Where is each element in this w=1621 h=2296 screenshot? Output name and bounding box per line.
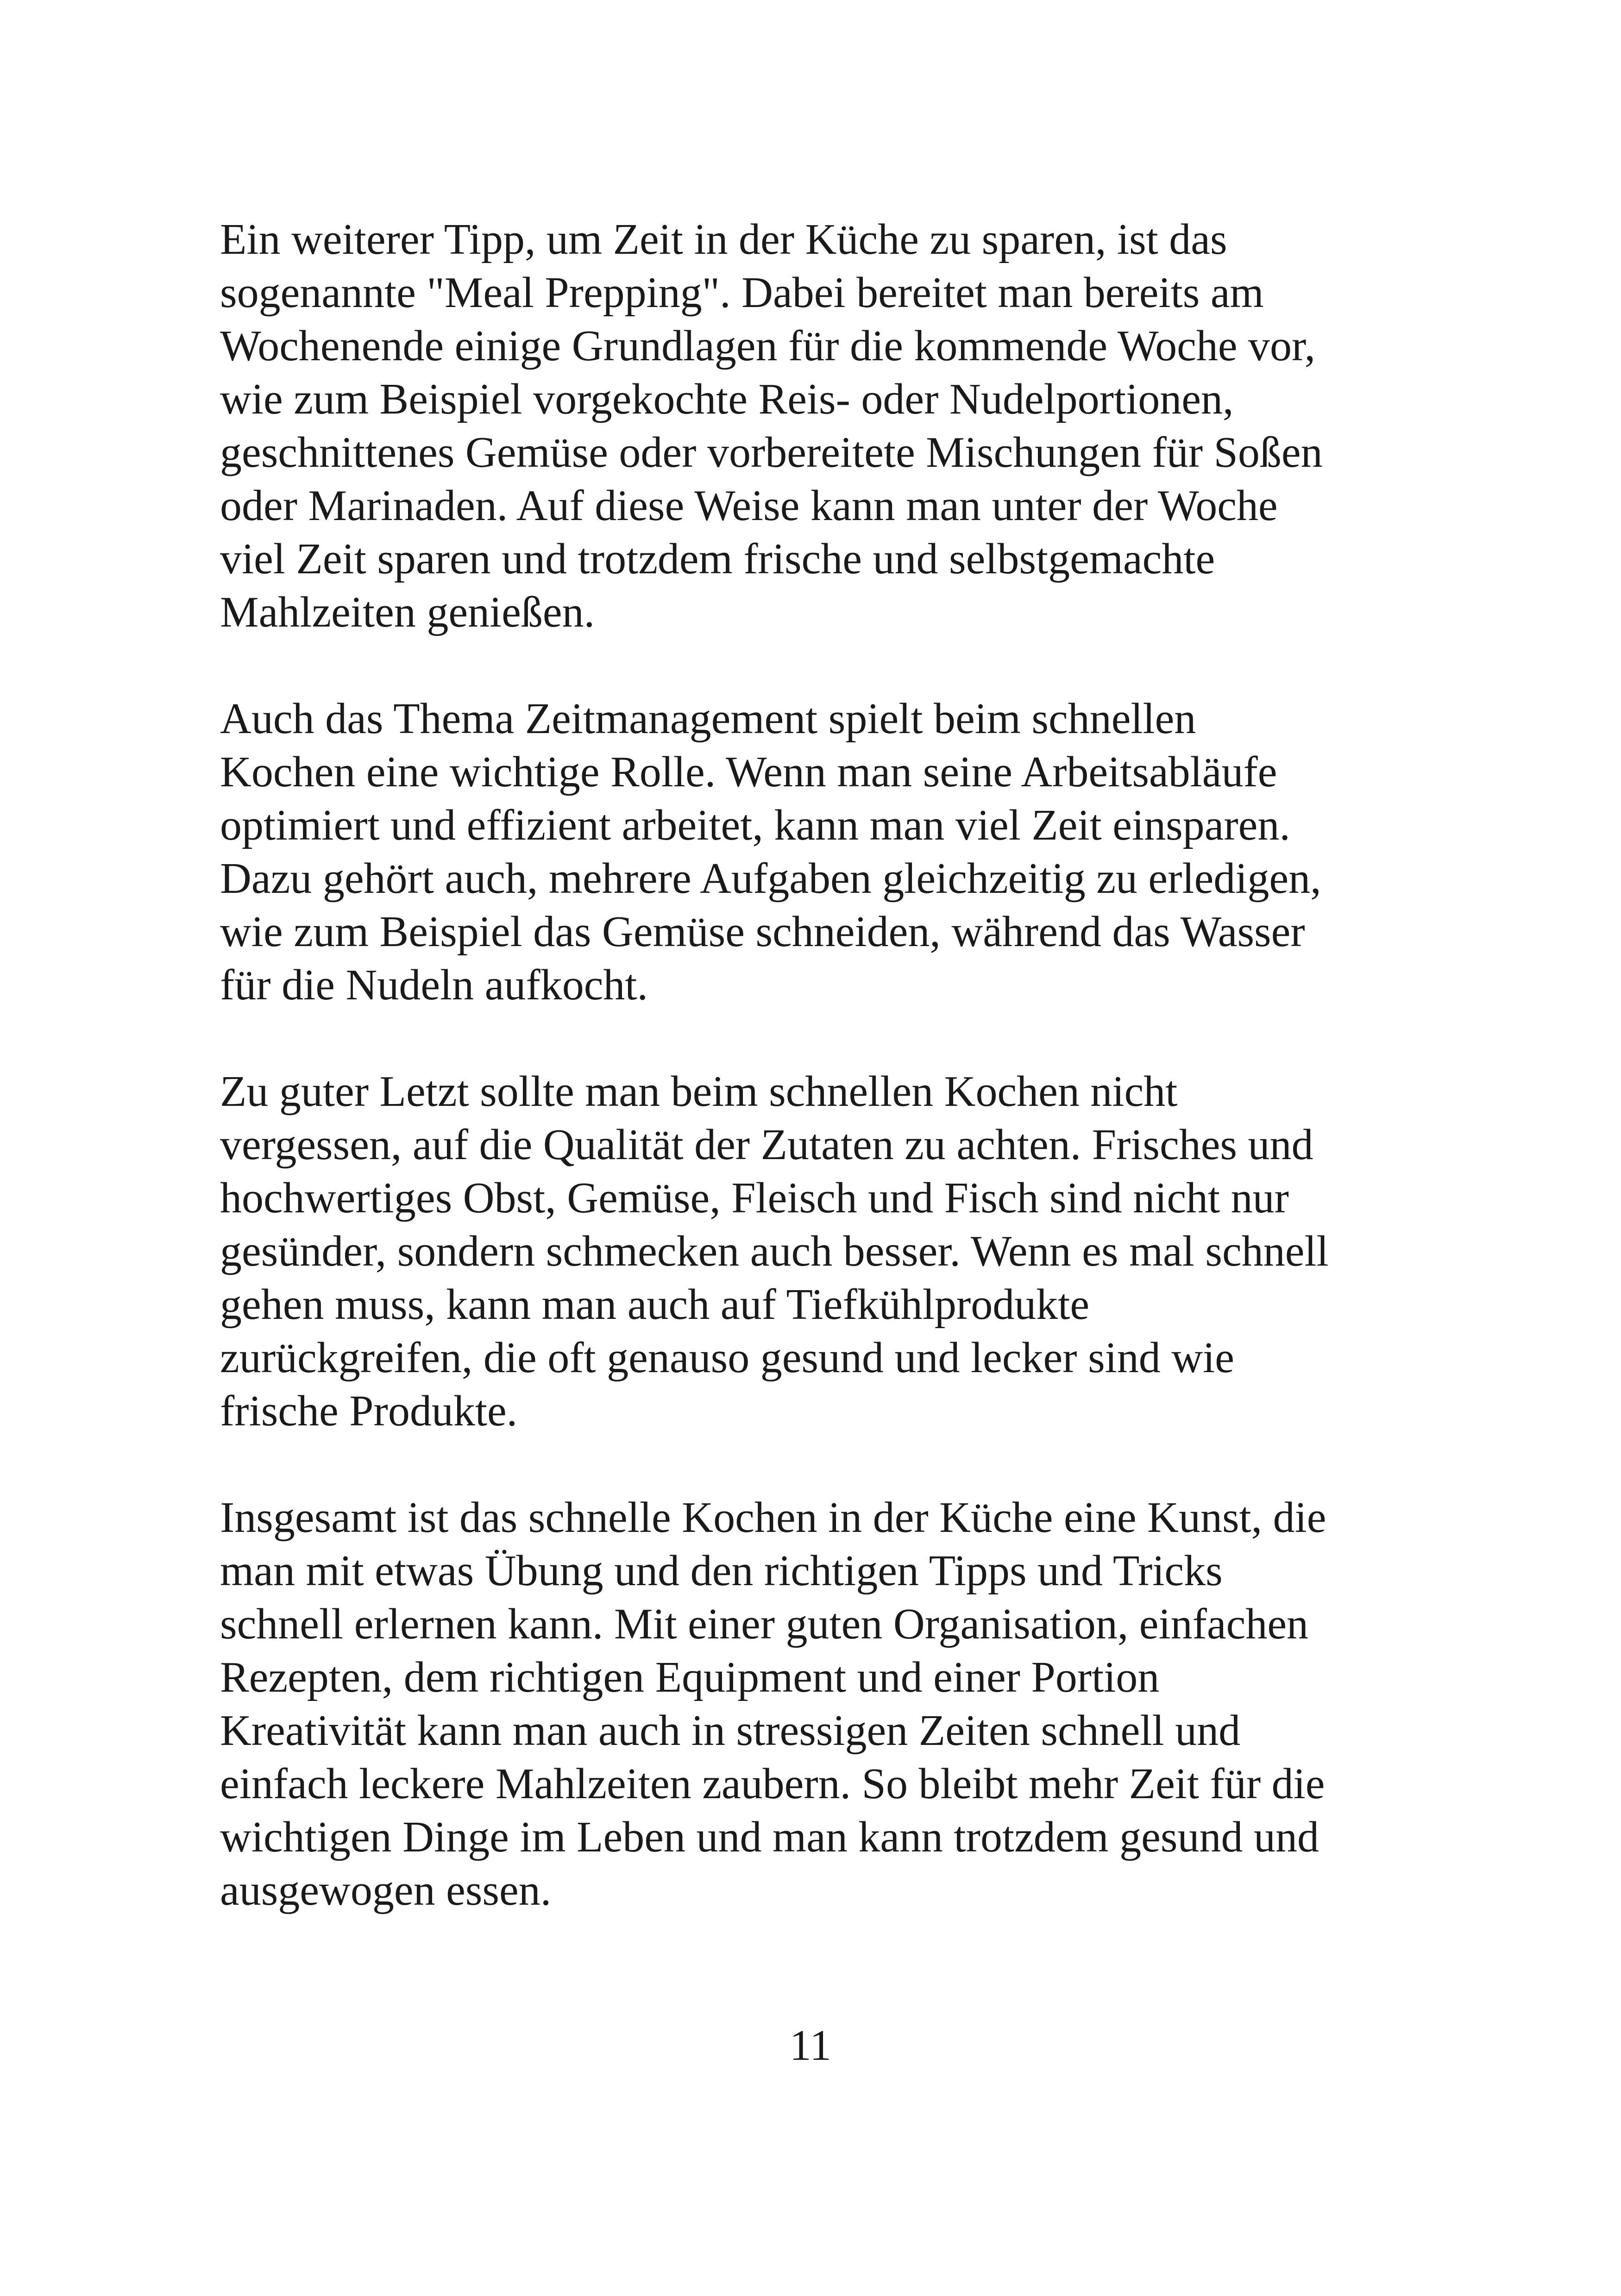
text-line: Kochen eine wichtige Rolle. Wenn man seine Arbeitsabläufe: [220, 748, 1277, 796]
text-line: oder Marinaden. Auf diese Weise kann man unter der Woche: [220, 482, 1278, 530]
text-line: Zu guter Letzt sollte man beim schnellen Kochen nicht: [220, 1067, 1178, 1116]
paragraph-fazit: [220, 1491, 1424, 1917]
text-line: geschnittenes Gemüse oder vorbereitete Mischungen für Soßen: [220, 428, 1323, 477]
text-line: vergessen, auf die Qualität der Zutaten zu achten. Frisches und: [220, 1121, 1313, 1169]
text-line: frische Produkte.: [220, 1387, 518, 1435]
text-line: zurückgreifen, die oft genauso gesund und lecker sind wie: [220, 1334, 1234, 1382]
text-line: wichtigen Dinge im Leben und man kann trotzdem gesund und: [220, 1813, 1319, 1861]
page-number: 11: [789, 2021, 832, 2070]
text-line: sogenannte "Meal Prepping". Dabei bereitet man bereits am: [220, 269, 1264, 317]
text-line: Dazu gehört auch, mehrere Aufgaben gleichzeitig zu erledigen,: [220, 854, 1321, 903]
text-line: für die Nudeln aufkocht.: [220, 961, 648, 1009]
text-line: Ein weiterer Tipp, um Zeit in der Küche zu sparen, ist das: [220, 215, 1227, 263]
text-line: Wochenende einige Grundlagen für die kommende Woche vor,: [220, 322, 1316, 370]
body-text: [220, 213, 1424, 1917]
paragraph-meal-prepping: [220, 213, 1424, 639]
text-line: gehen muss, kann man auch auf Tiefkühlprodukte: [220, 1280, 1090, 1329]
text-line: Kreativität kann man auch in stressigen Zeiten schnell und: [220, 1706, 1241, 1755]
text-line: hochwertiges Obst, Gemüse, Fleisch und Fisch sind nicht nur: [220, 1174, 1289, 1222]
text-line: einfach leckere Mahlzeiten zaubern. So bleibt mehr Zeit für die: [220, 1760, 1325, 1808]
paragraph-qualitaet: [220, 1065, 1424, 1438]
text-line: wie zum Beispiel das Gemüse schneiden, während das Wasser: [220, 908, 1305, 956]
text-line: viel Zeit sparen und trotzdem frische und selbstgemachte: [220, 535, 1215, 583]
text-line: optimiert und effizient arbeitet, kann man viel Zeit einsparen.: [220, 801, 1290, 849]
text-line: Auch das Thema Zeitmanagement spielt beim schnellen: [220, 695, 1196, 743]
text-line: wie zum Beispiel vorgekochte Reis- oder Nudelportionen,: [220, 375, 1234, 423]
text-line: schnell erlernen kann. Mit einer guten Organisation, einfachen: [220, 1600, 1309, 1648]
text-line: man mit etwas Übung und den richtigen Tipps und Tricks: [220, 1547, 1223, 1595]
text-line: Mahlzeiten genießen.: [220, 588, 595, 636]
text-line: Insgesamt ist das schnelle Kochen in der Küche eine Kunst, die: [220, 1493, 1326, 1542]
text-line: Rezepten, dem richtigen Equipment und einer Portion: [220, 1653, 1160, 1701]
text-line: gesünder, sondern schmecken auch besser. Wenn es mal schnell: [220, 1227, 1329, 1275]
text-line: ausgewogen essen.: [220, 1866, 552, 1914]
paragraph-zeitmanagement: [220, 692, 1424, 1012]
